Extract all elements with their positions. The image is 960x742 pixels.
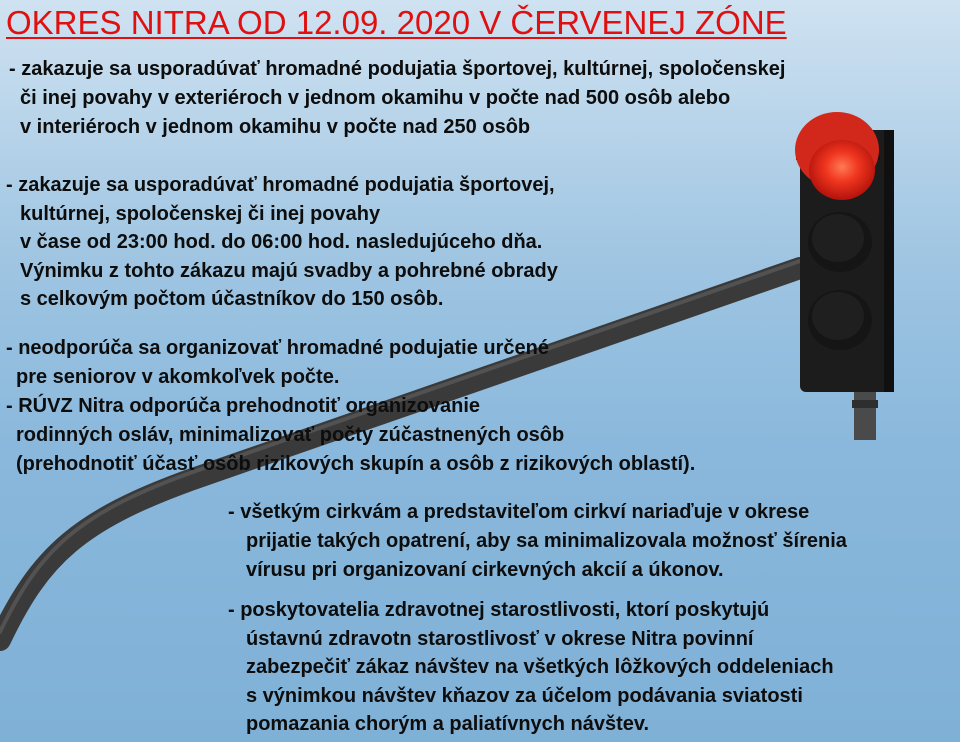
rule-line: - poskytovatelia zdravotnej starostlivosti, ktorí poskytujú: [228, 599, 770, 621]
rule-line: (prehodnotiť účasť osôb rizikových skupín a osôb z rizikových oblastí).: [16, 453, 696, 475]
rule-line: v interiéroch v jednom okamihu v počte nad 250 osôb: [20, 116, 531, 138]
rule-line: s celkovým počtom účastníkov do 150 osôb.: [20, 288, 444, 310]
rule-line: - všetkým cirkvám a predstaviteľom cirkví nariaďuje v okrese: [228, 501, 810, 523]
rule-line: - zakazuje sa usporadúvať hromadné podujatia športovej, kultúrnej, spoločenskej: [9, 58, 786, 80]
traffic-light-red-icon: [795, 112, 894, 392]
rule-line: Výnimku z tohto zákazu majú svadby a pohrebné obrady: [20, 259, 558, 282]
rule-line: ústavnú zdravotn starostlivosť v okrese Nitra povinní: [246, 627, 754, 650]
rule-line: rodinných osláv, minimalizovať počty zúčastnených osôb: [16, 424, 565, 446]
rule-paragraph-4: [228, 498, 847, 585]
pole-mount: [854, 390, 876, 440]
page-title: OKRES NITRA OD 12.09. 2020 V ČERVENEJ ZÓNE: [6, 4, 787, 41]
rule-line: s výnimkou návštev kňazov za účelom podávania sviatosti: [246, 684, 803, 707]
red-lamp: [809, 140, 875, 200]
rule-paragraph-5: [228, 596, 834, 739]
rule-line: prijatie takých opatrení, aby sa minimalizovala možnosť šírenia: [246, 530, 847, 552]
rule-line: zabezpečiť zákaz návštev na všetkých lôžkových oddeleniach: [246, 656, 834, 678]
rule-line: v čase od 23:00 hod. do 06:00 hod. nasledujúceho dňa.: [20, 231, 543, 253]
rule-paragraph-3: [6, 334, 695, 479]
rule-line: pre seniorov v akomkoľvek počte.: [16, 366, 340, 388]
rule-line: či inej povahy v exteriéroch v jednom okamihu v počte nad 500 osôb alebo: [20, 87, 731, 109]
rule-paragraph-1: [9, 55, 785, 142]
rule-line: vírusu pri organizovaní cirkevných akcií a úkonov.: [246, 559, 724, 581]
rule-line: pomazania chorým a paliatívnych návštev.: [246, 713, 650, 735]
rule-line: - zakazuje sa usporadúvať hromadné podujatia športovej,: [6, 174, 555, 196]
rule-paragraph-2: [6, 171, 558, 314]
rule-line: - neodporúča sa organizovať hromadné podujatie určené: [6, 337, 550, 359]
rule-line: kultúrnej, spoločenskej či inej povahy: [20, 202, 381, 225]
rule-line: - RÚVZ Nitra odporúča prehodnotiť organizovanie: [6, 395, 481, 417]
